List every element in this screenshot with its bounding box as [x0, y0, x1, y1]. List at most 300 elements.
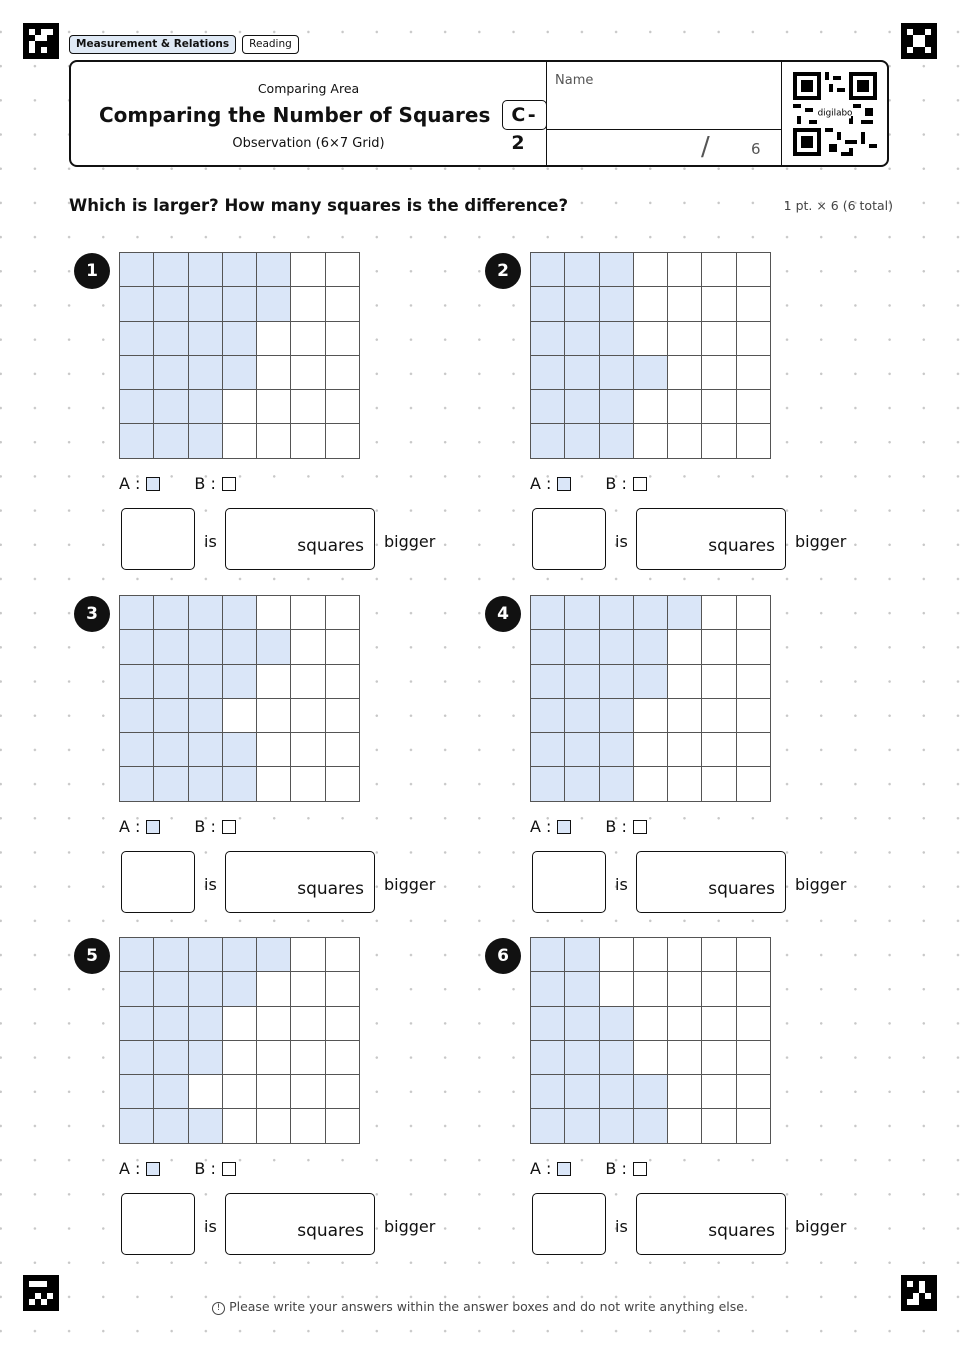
legend-a-label: A :	[119, 817, 141, 836]
answer-box-difference[interactable]	[225, 508, 375, 570]
grid-cell-b	[326, 1075, 360, 1109]
divider	[546, 62, 547, 165]
grid-cell-a	[565, 938, 599, 972]
grid-cell-a	[154, 1075, 188, 1109]
grid-cell-b	[257, 767, 291, 801]
grid-cell-b	[223, 390, 257, 424]
qr-code-icon	[793, 72, 877, 160]
grid-cell-b	[326, 356, 360, 390]
grid-cell-b	[291, 938, 325, 972]
grid-cell-b	[634, 390, 668, 424]
square-grid	[119, 595, 360, 802]
title-block	[71, 62, 546, 165]
grid-cell-b	[634, 322, 668, 356]
grid-cell-b	[326, 287, 360, 321]
grid-cell-b	[257, 596, 291, 630]
grid-cell-b	[257, 699, 291, 733]
legend-b-label: B :	[194, 817, 216, 836]
grid-cell-a	[120, 287, 154, 321]
answer-box-difference[interactable]	[636, 1193, 786, 1255]
grid-cell-b	[326, 322, 360, 356]
grid-cell-a	[531, 630, 565, 664]
grid-cell-a	[565, 596, 599, 630]
legend-b-swatch	[633, 820, 647, 834]
legend-b-swatch	[222, 477, 236, 491]
grid-cell-a	[154, 665, 188, 699]
answer-box-which[interactable]	[121, 851, 195, 913]
grid-cell-b	[702, 1007, 736, 1041]
grid-cell-a	[600, 1075, 634, 1109]
grid-cell-a	[531, 253, 565, 287]
legend-b-label: B :	[194, 474, 216, 493]
grid-cell-a	[120, 1075, 154, 1109]
grid-cell-a	[154, 938, 188, 972]
grid-cell-a	[154, 972, 188, 1006]
grid-cell-a	[154, 1041, 188, 1075]
grid-cell-a	[189, 733, 223, 767]
subject-label: Comparing Area	[257, 81, 360, 96]
grid-cell-a	[634, 596, 668, 630]
grid-cell-b	[326, 699, 360, 733]
answer-box-which[interactable]	[532, 851, 606, 913]
legend-b-swatch	[222, 820, 236, 834]
grid-cell-a	[634, 630, 668, 664]
grid-cell-a	[120, 1007, 154, 1041]
grid-cell-a	[565, 322, 599, 356]
grid-cell-a	[600, 767, 634, 801]
grid-cell-a	[189, 699, 223, 733]
square-grid	[530, 252, 771, 459]
grid-cell-a	[223, 665, 257, 699]
legend	[530, 817, 647, 836]
grid-cell-a	[189, 424, 223, 458]
grid-cell-b	[668, 665, 702, 699]
grid-cell-a	[189, 665, 223, 699]
grid-cell-b	[668, 253, 702, 287]
grid-cell-b	[668, 424, 702, 458]
grid-cell-a	[120, 1109, 154, 1143]
grid-cell-b	[223, 1075, 257, 1109]
grid-cell-b	[737, 424, 771, 458]
grid-cell-a	[565, 253, 599, 287]
answer-box-which[interactable]	[532, 1193, 606, 1255]
grid-cell-b	[737, 287, 771, 321]
grid-cell-b	[702, 1041, 736, 1075]
grid-cell-a	[565, 356, 599, 390]
corner-marker-top-right	[901, 23, 937, 59]
legend	[119, 1159, 236, 1178]
grid-cell-b	[702, 356, 736, 390]
score-slash: /	[701, 132, 710, 162]
grid-cell-a	[565, 767, 599, 801]
grid-cell-a	[634, 1109, 668, 1143]
grid-cell-a	[565, 1075, 599, 1109]
is-label: is	[615, 532, 628, 551]
grid-cell-a	[257, 287, 291, 321]
score-total: 6	[751, 140, 761, 158]
grid-cell-b	[702, 630, 736, 664]
grid-cell-a	[120, 1041, 154, 1075]
problem-number: 3	[74, 596, 110, 632]
legend	[119, 474, 236, 493]
grid-cell-a	[257, 253, 291, 287]
grid-cell-b	[668, 972, 702, 1006]
grid-cell-a	[600, 665, 634, 699]
bigger-label: bigger	[384, 1217, 436, 1236]
grid-cell-b	[737, 390, 771, 424]
grid-cell-b	[291, 596, 325, 630]
footer-text: Please write your answers within the answer boxes and do not write anything else.	[229, 1299, 748, 1314]
grid-cell-b	[737, 972, 771, 1006]
legend-a-swatch	[557, 477, 571, 491]
grid-cell-b	[702, 767, 736, 801]
problem-number: 6	[485, 938, 521, 974]
grid-cell-b	[223, 699, 257, 733]
grid-cell-a	[120, 390, 154, 424]
grid-cell-a	[600, 287, 634, 321]
problem-number: 4	[485, 596, 521, 632]
grid-cell-b	[702, 1109, 736, 1143]
grid-cell-a	[154, 596, 188, 630]
grid-cell-b	[257, 665, 291, 699]
grid-cell-a	[565, 1041, 599, 1075]
grid-cell-b	[737, 630, 771, 664]
grid-cell-a	[565, 287, 599, 321]
answer-box-difference[interactable]	[636, 851, 786, 913]
grid-cell-b	[702, 390, 736, 424]
grid-cell-a	[189, 253, 223, 287]
grid-cell-b	[291, 767, 325, 801]
squares-label: squares	[297, 536, 364, 556]
grid-cell-b	[668, 699, 702, 733]
grid-cell-b	[668, 356, 702, 390]
grid-cell-a	[154, 1109, 188, 1143]
answer-box-which[interactable]	[121, 1193, 195, 1255]
legend-a-label: A :	[530, 817, 552, 836]
grid-cell-b	[291, 1007, 325, 1041]
grid-cell-a	[531, 424, 565, 458]
grid-cell-a	[120, 665, 154, 699]
grid-cell-a	[120, 424, 154, 458]
grid-cell-b	[737, 596, 771, 630]
grid-cell-b	[737, 699, 771, 733]
grid-cell-a	[223, 253, 257, 287]
tag-measurement: Measurement & Relations	[69, 35, 236, 54]
squares-label: squares	[297, 879, 364, 899]
grid-cell-a	[189, 972, 223, 1006]
worksheet-code: C-2	[502, 100, 546, 130]
grid-cell-a	[154, 390, 188, 424]
grid-cell-b	[634, 767, 668, 801]
grid-cell-b	[291, 287, 325, 321]
answer-box-difference[interactable]	[225, 851, 375, 913]
grid-cell-a	[600, 1007, 634, 1041]
grid-cell-a	[531, 1007, 565, 1041]
square-grid	[119, 252, 360, 459]
grid-cell-a	[531, 972, 565, 1006]
is-label: is	[204, 1217, 217, 1236]
grid-cell-a	[223, 596, 257, 630]
grid-cell-a	[189, 356, 223, 390]
grid-cell-b	[257, 733, 291, 767]
grid-cell-b	[737, 1041, 771, 1075]
grid-cell-a	[565, 665, 599, 699]
legend-a-swatch	[146, 820, 160, 834]
grid-cell-a	[189, 630, 223, 664]
is-label: is	[615, 1217, 628, 1236]
bigger-label: bigger	[384, 875, 436, 894]
grid-cell-a	[634, 356, 668, 390]
grid-cell-a	[120, 699, 154, 733]
bigger-label: bigger	[795, 1217, 847, 1236]
grid-cell-a	[223, 767, 257, 801]
squares-label: squares	[297, 1221, 364, 1241]
grid-cell-a	[120, 596, 154, 630]
grid-cell-a	[154, 630, 188, 664]
grid-cell-a	[189, 390, 223, 424]
answer-box-difference[interactable]	[225, 1193, 375, 1255]
grid-cell-a	[531, 287, 565, 321]
grid-cell-b	[326, 733, 360, 767]
grid-cell-b	[634, 287, 668, 321]
grid-cell-b	[291, 1109, 325, 1143]
grid-cell-a	[634, 665, 668, 699]
grid-cell-a	[531, 596, 565, 630]
grid-cell-b	[600, 938, 634, 972]
grid-cell-b	[326, 1041, 360, 1075]
grid-cell-a	[154, 287, 188, 321]
grid-cell-a	[154, 322, 188, 356]
points-info: 1 pt. × 6 (6 total)	[783, 198, 893, 213]
legend-b-swatch	[222, 1162, 236, 1176]
grid-cell-b	[291, 630, 325, 664]
squares-label: squares	[708, 879, 775, 899]
grid-cell-b	[634, 1041, 668, 1075]
corner-marker-top-left	[23, 23, 59, 59]
legend-a-swatch	[557, 1162, 571, 1176]
grid-cell-b	[326, 596, 360, 630]
info-icon: !	[212, 1302, 225, 1315]
grid-cell-a	[565, 630, 599, 664]
grid-cell-a	[565, 733, 599, 767]
category-tags	[69, 35, 299, 54]
answer-box-which[interactable]	[532, 508, 606, 570]
legend-b-swatch	[633, 1162, 647, 1176]
grid-cell-b	[600, 972, 634, 1006]
grid-cell-a	[189, 287, 223, 321]
is-label: is	[615, 875, 628, 894]
grid-cell-a	[600, 390, 634, 424]
grid-cell-b	[291, 733, 325, 767]
grid-cell-a	[600, 322, 634, 356]
grid-cell-a	[189, 1041, 223, 1075]
grid-cell-b	[634, 253, 668, 287]
grid-cell-b	[737, 253, 771, 287]
qr-label: digilabo	[817, 108, 853, 119]
grid-cell-a	[223, 630, 257, 664]
answer-box-which[interactable]	[121, 508, 195, 570]
legend	[119, 817, 236, 836]
grid-cell-b	[737, 322, 771, 356]
grid-cell-a	[154, 356, 188, 390]
grid-cell-b	[634, 424, 668, 458]
grid-cell-b	[326, 767, 360, 801]
grid-cell-b	[326, 938, 360, 972]
squares-label: squares	[708, 536, 775, 556]
problem-number: 2	[485, 253, 521, 289]
grid-cell-a	[154, 733, 188, 767]
grid-cell-a	[223, 356, 257, 390]
grid-cell-b	[291, 972, 325, 1006]
grid-cell-b	[634, 733, 668, 767]
grid-cell-b	[223, 1041, 257, 1075]
grid-cell-b	[737, 1109, 771, 1143]
legend-b-label: B :	[605, 1159, 627, 1178]
legend-b-label: B :	[605, 817, 627, 836]
grid-cell-b	[668, 1109, 702, 1143]
grid-cell-a	[120, 253, 154, 287]
grid-cell-b	[189, 1075, 223, 1109]
grid-cell-b	[257, 1007, 291, 1041]
grid-cell-a	[531, 356, 565, 390]
grid-cell-a	[600, 1041, 634, 1075]
problem-number: 5	[74, 938, 110, 974]
grid-cell-b	[737, 1007, 771, 1041]
grid-cell-b	[257, 1041, 291, 1075]
grid-cell-b	[737, 1075, 771, 1109]
grid-cell-a	[668, 596, 702, 630]
grid-cell-a	[120, 767, 154, 801]
grid-cell-a	[189, 767, 223, 801]
square-grid	[119, 937, 360, 1144]
bigger-label: bigger	[384, 532, 436, 551]
bigger-label: bigger	[795, 875, 847, 894]
grid-cell-b	[702, 972, 736, 1006]
grid-cell-b	[737, 665, 771, 699]
legend-a-label: A :	[119, 1159, 141, 1178]
grid-cell-b	[257, 322, 291, 356]
grid-cell-a	[600, 1109, 634, 1143]
grid-cell-b	[668, 287, 702, 321]
answer-box-difference[interactable]	[636, 508, 786, 570]
grid-cell-b	[223, 1109, 257, 1143]
grid-cell-a	[257, 938, 291, 972]
name-label: Name	[555, 73, 594, 88]
grid-cell-a	[565, 699, 599, 733]
squares-label: squares	[708, 1221, 775, 1241]
grid-cell-b	[326, 665, 360, 699]
grid-cell-a	[223, 322, 257, 356]
footer-note	[0, 1299, 960, 1315]
grid-cell-a	[600, 699, 634, 733]
grid-cell-a	[600, 733, 634, 767]
bigger-label: bigger	[795, 532, 847, 551]
grid-cell-b	[634, 972, 668, 1006]
grid-cell-b	[702, 287, 736, 321]
legend	[530, 474, 647, 493]
grid-cell-a	[531, 699, 565, 733]
grid-cell-a	[120, 356, 154, 390]
grid-cell-b	[668, 767, 702, 801]
grid-cell-b	[668, 1007, 702, 1041]
grid-cell-b	[326, 630, 360, 664]
is-label: is	[204, 875, 217, 894]
grid-cell-b	[737, 733, 771, 767]
grid-cell-a	[531, 665, 565, 699]
grid-cell-b	[257, 390, 291, 424]
tag-reading: Reading	[242, 35, 299, 54]
grid-cell-b	[223, 1007, 257, 1041]
divider	[781, 62, 782, 165]
grid-cell-a	[189, 322, 223, 356]
legend-a-label: A :	[119, 474, 141, 493]
square-grid	[530, 595, 771, 802]
grid-cell-b	[702, 665, 736, 699]
grid-cell-b	[668, 1075, 702, 1109]
grid-cell-b	[326, 390, 360, 424]
grid-cell-b	[257, 1075, 291, 1109]
grid-cell-b	[668, 733, 702, 767]
grid-cell-b	[326, 1109, 360, 1143]
grid-cell-a	[565, 972, 599, 1006]
grid-cell-a	[531, 1041, 565, 1075]
grid-cell-a	[120, 972, 154, 1006]
grid-cell-b	[257, 356, 291, 390]
grid-cell-a	[223, 733, 257, 767]
grid-cell-b	[257, 1109, 291, 1143]
page-title: Comparing the Number of Squares	[99, 103, 491, 127]
grid-cell-a	[531, 733, 565, 767]
grid-cell-b	[291, 390, 325, 424]
grid-cell-a	[531, 1075, 565, 1109]
grid-cell-b	[326, 424, 360, 458]
grid-cell-a	[565, 1007, 599, 1041]
grid-cell-b	[737, 938, 771, 972]
grid-cell-a	[600, 630, 634, 664]
grid-cell-b	[326, 972, 360, 1006]
grid-cell-b	[702, 938, 736, 972]
square-grid	[530, 937, 771, 1144]
grid-cell-b	[291, 665, 325, 699]
grid-cell-a	[600, 424, 634, 458]
grid-cell-a	[223, 972, 257, 1006]
grid-cell-b	[668, 322, 702, 356]
grid-cell-b	[291, 322, 325, 356]
grid-cell-b	[702, 596, 736, 630]
grid-cell-a	[189, 938, 223, 972]
instruction: Which is larger? How many squares is the difference?	[69, 196, 569, 215]
grid-cell-b	[326, 1007, 360, 1041]
grid-cell-b	[291, 424, 325, 458]
grid-cell-a	[600, 253, 634, 287]
grid-cell-b	[634, 1007, 668, 1041]
grid-cell-b	[668, 938, 702, 972]
grid-cell-a	[565, 1109, 599, 1143]
legend-b-swatch	[633, 477, 647, 491]
grid-cell-b	[634, 938, 668, 972]
grid-cell-b	[291, 1041, 325, 1075]
problem-number: 1	[74, 253, 110, 289]
legend-a-swatch	[557, 820, 571, 834]
subtitle: Observation (6×7 Grid)	[232, 136, 385, 151]
grid-cell-a	[565, 424, 599, 458]
grid-cell-b	[702, 699, 736, 733]
grid-cell-b	[291, 699, 325, 733]
grid-cell-a	[531, 322, 565, 356]
grid-cell-b	[702, 253, 736, 287]
grid-cell-a	[600, 596, 634, 630]
grid-cell-a	[223, 938, 257, 972]
